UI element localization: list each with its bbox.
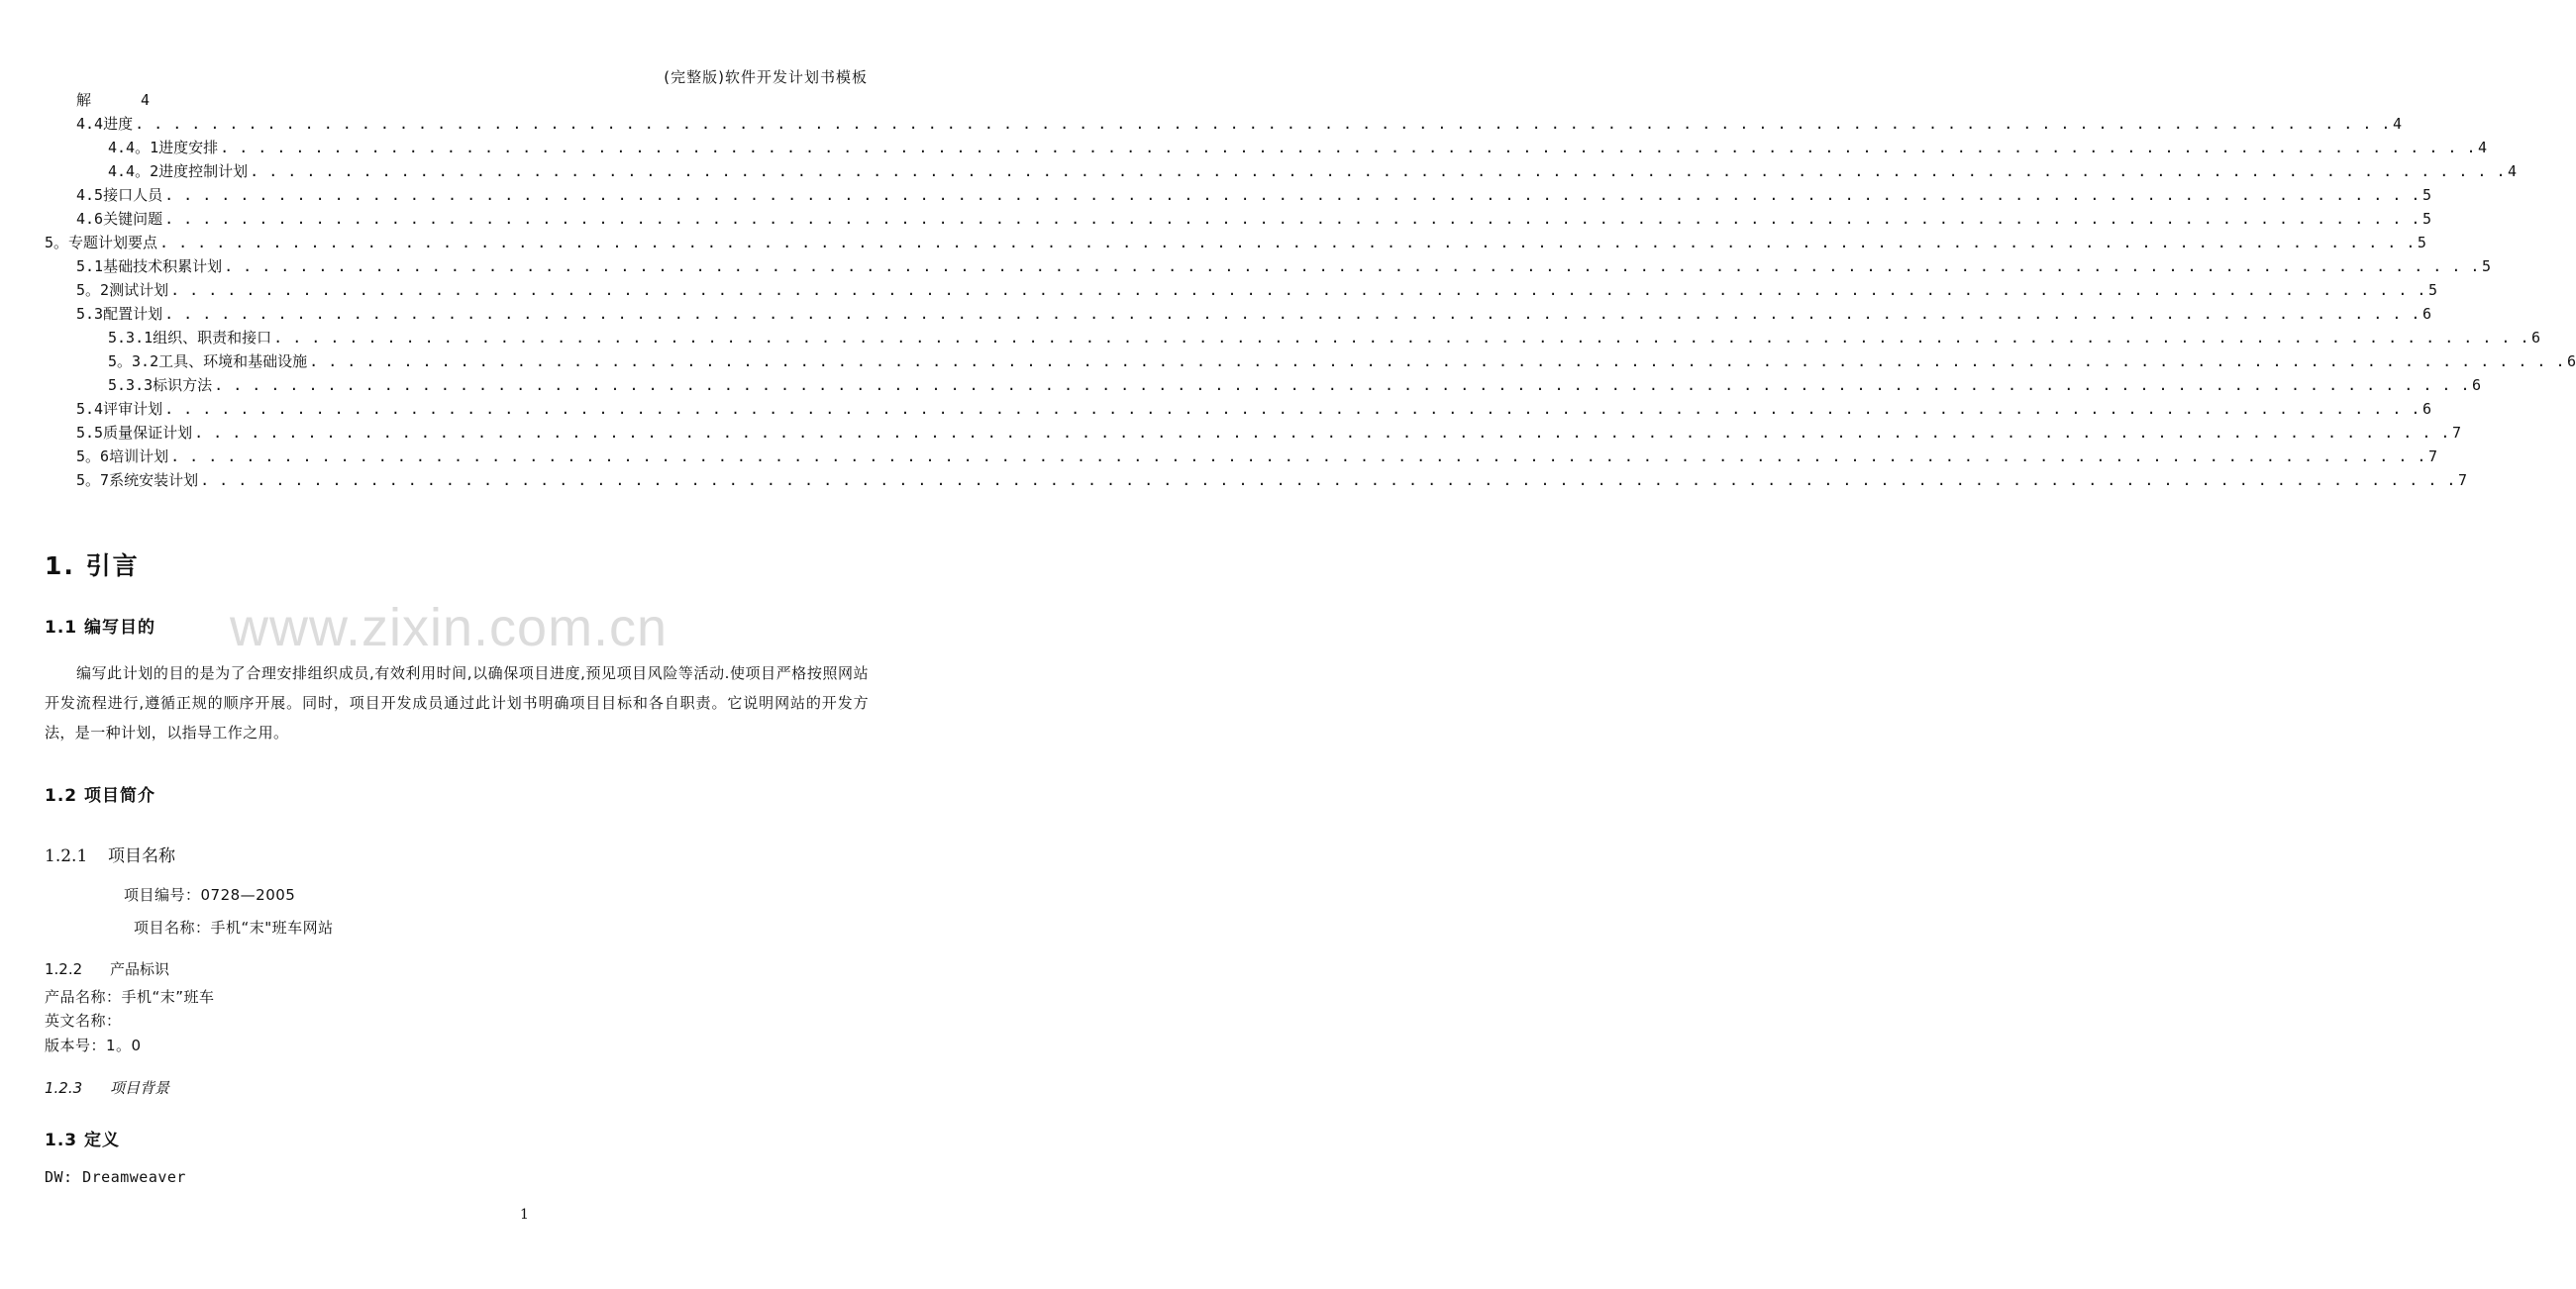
toc-entry-page: 5	[2421, 210, 2431, 228]
toc-leader-dots: . . . . . . . . . . . . . . . . . . . . . . . . . . . . . . . . . . . . . . . . . . . . . . . . . . . . . . . . . . . . . . . . . . . . . . . . . . . . . . . . . . . . . . . . . . . . . . . . . . . . . . . . . . . . . . . . . . . . . . . .	[164, 186, 2421, 204]
toc-leader-dots: . . . . . . . . . . . . . . . . . . . . . . . . . . . . . . . . . . . . . . . . . . . . . . . . . . . . . . . . . . . . . . . . . . . . . . . . . . . . . . . . . . . . . . . . . . . . . . . . . . . . . . . . . . . . . . . . . . . . . . . .	[224, 257, 2480, 275]
toc-entry-number: 5.5	[76, 424, 104, 442]
toc-entry-number: 4.5	[76, 186, 104, 204]
toc-entry-number: 4.4。1	[108, 139, 159, 156]
toc-entry-label: 测试计划	[109, 281, 169, 299]
toc-entry-label: 关键问题	[103, 210, 163, 228]
toc-entry-number: 5.1	[76, 257, 104, 275]
toc-entry-page: 7	[2457, 471, 2467, 489]
toc-entry-label: 质量保证计划	[103, 424, 193, 442]
toc-entry-label: 进度	[103, 115, 134, 133]
toc-entry-page: 4	[140, 91, 150, 109]
toc-leader-dots: . . . . . . . . . . . . . . . . . . . . . . . . . . . . . . . . . . . . . . . . . . . . . . . . . . . . . . . . . . . . . . . . . . . . . . . . . . . . . . . . . . . . . . . . . . . . . . . . . . . . . . . . . . . . . . . . . . . . . . . .	[220, 139, 2476, 156]
toc-leader-dots: . . . . . . . . . . . . . . . . . . . . . . . . . . . . . . . . . . . . . . . . . . . . . . . . . . . . . . . . . . . . . . . . . . . . . . . . . . . . . . . . . . . . . . . . . . . . . . . . . . . . . . . . . . . . . . . . . . . . . . . .	[164, 210, 2421, 228]
toc-leader-dots: . . . . . . . . . . . . . . . . . . . . . . . . . . . . . . . . . . . . . . . . . . . . . . . . . . . . . . . . . . . . . . . . . . . . . . . . . . . . . . . . . . . . . . . . . . . . . . . . . . . . . . . . . . . . . . . . . . . . . . . .	[194, 424, 2450, 442]
section-1-1-paragraph: 编写此计划的目的是为了合理安排组织成员,有效利用时间,以确保项目进度,预见项目风险等活动.使项目严格按照网站开发流程进行,遵循正规的顺序开展。同时，项目开发成员通过此计划书明确项目目标和各自职责。它说明网站的开发方法，是一种计划，以指导工作之用。	[45, 664, 869, 742]
toc-entry-page: 5	[2421, 186, 2431, 204]
toc-leader-dots: . . . . . . . . . . . . . . . . . . . . . . . . . . . . . . . . . . . . . . . . . . . . . . . . . . . . . . . . . . . . . . . . . . . . . . . . . . . . . . . . . . . . . . . . . . . . . . . . . . . . . . . . . . . . . . . . . . . . . . . .	[250, 162, 2506, 180]
toc-entry[interactable]	[76, 205, 2431, 229]
toc-entry-page: 4	[2478, 139, 2488, 156]
toc-entry-number: 5。3.2	[108, 352, 159, 370]
toc-entry-label: 专题计划要点	[68, 234, 158, 251]
toc-entry[interactable]	[108, 157, 2518, 181]
toc-entry-number: 5。6	[76, 447, 110, 465]
page-header-title: (完整版)软件开发计划书模板	[664, 68, 868, 86]
toc-entry-page: 5	[2427, 281, 2437, 299]
section-1-heading: 1. 引言	[45, 551, 140, 580]
toc-entry-label: 进度安排	[158, 139, 219, 156]
toc-entry[interactable]	[76, 181, 2431, 205]
toc-entry-number: 4.4	[76, 115, 104, 133]
toc-entry-label: 配置计划	[103, 305, 163, 323]
toc-entry-label: 基础技术积累计划	[103, 257, 223, 275]
toc-entry-page: 5	[2481, 257, 2491, 275]
version-number: 版本号：1。0	[45, 1037, 142, 1054]
toc-leader-dots: . . . . . . . . . . . . . . . . . . . . . . . . . . . . . . . . . . . . . . . . . . . . . . . . . . . . . . . . . . . . . . . . . . . . . . . . . . . . . . . . . . . . . . . . . . . . . . . . . . . . . . . . . . . . . . . . . . . . . . . .	[309, 352, 2565, 370]
project-code: 项目编号：0728—2005	[124, 886, 296, 904]
toc-leader-dots: . . . . . . . . . . . . . . . . . . . . . . . . . . . . . . . . . . . . . . . . . . . . . . . . . . . . . . . . . . . . . . . . . . . . . . . . . . . . . . . . . . . . . . . . . . . . . . . . . . . . . . . . . . . . . . . . . . . . . . . .	[135, 115, 2391, 133]
toc-entry[interactable]	[108, 134, 2488, 157]
toc-leader-dots: . . . . . . . . . . . . . . . . . . . . . . . . . . . . . . . . . . . . . . . . . . . . . . . . . . . . . . . . . . . . . . . . . . . . . . . . . . . . . . . . . . . . . . . . . . . . . . . . . . . . . . . . . . . . . . . . . . . . . . . .	[170, 447, 2426, 465]
section-1-2-3-number: 1.2.3	[45, 1079, 83, 1097]
toc-leader-dots: . . . . . . . . . . . . . . . . . . . . . . . . . . . . . . . . . . . . . . . . . . . . . . . . . . . . . . . . . . . . . . . . . . . . . . . . . . . . . . . . . . . . . . . . . . . . . . . . . . . . . . . . . . . . . . . . . . . . . . . .	[200, 471, 2456, 489]
toc-entry-page: 5	[2417, 234, 2426, 251]
section-1-2-1-title: 项目名称	[108, 846, 175, 866]
section-1-2-2-title: 产品标识	[110, 960, 170, 978]
toc-entry-number: 4.4。2	[108, 162, 159, 180]
toc-entry-page: 6	[2421, 305, 2431, 323]
toc-entry-page: 6	[2567, 352, 2576, 370]
toc-entry[interactable]	[45, 229, 2426, 252]
toc-leader-dots: . . . . . . . . . . . . . . . . . . . . . . . . . . . . . . . . . . . . . . . . . . . . . . . . . . . . . . . . . . . . . . . . . . . . . . . . . . . . . . . . . . . . . . . . . . . . . . . . . . . . . . . . . . . . . . . . . . . . . . . .	[273, 329, 2530, 347]
section-1-2-2-number: 1.2.2	[45, 960, 83, 978]
toc-entry[interactable]	[76, 276, 2437, 300]
toc-leader-dots: . . . . . . . . . . . . . . . . . . . . . . . . . . . . . . . . . . . . . . . . . . . . . . . . . . . . . . . . . . . . . . . . . . . . . . . . . . . . . . . . . . . . . . . . . . . . . . . . . . . . . . . . . . . . . . . . . . . . . . . .	[214, 376, 2471, 394]
toc-entry[interactable]	[76, 419, 2461, 443]
section-1-2-heading: 1.2 项目简介	[45, 786, 156, 806]
toc-entry-number: 5。	[45, 234, 69, 251]
project-name: 项目名称：手机“末"班车网站	[134, 919, 334, 937]
toc-entry[interactable]	[108, 324, 2541, 347]
section-1-2-1-heading	[45, 842, 175, 866]
toc-entry[interactable]	[76, 466, 2467, 490]
toc-entry[interactable]	[76, 252, 2491, 276]
toc-entry-page: 7	[2427, 447, 2437, 465]
product-name: 产品名称：手机“末”班车	[45, 988, 215, 1006]
toc-entry-page: 7	[2451, 424, 2461, 442]
toc-entry[interactable]	[76, 110, 2402, 134]
toc-entry-number: 5.3.1	[108, 329, 154, 347]
toc-entry-page: 6	[2531, 329, 2541, 347]
toc-entry-page: 4	[2508, 162, 2518, 180]
toc-entry-number: 5。2	[76, 281, 110, 299]
section-1-2-1-number: 1.2.1	[45, 846, 88, 866]
toc-entry[interactable]	[108, 347, 2576, 371]
toc-entry-label: 接口人员	[103, 186, 163, 204]
section-1-2-3-title: 项目背景	[110, 1079, 170, 1097]
page-number: 1	[520, 1207, 529, 1223]
toc-leader-dots: . . . . . . . . . . . . . . . . . . . . . . . . . . . . . . . . . . . . . . . . . . . . . . . . . . . . . . . . . . . . . . . . . . . . . . . . . . . . . . . . . . . . . . . . . . . . . . . . . . . . . . . . . . . . . . . . . . . . . . . .	[170, 281, 2426, 299]
toc-entry-page: 6	[2472, 376, 2482, 394]
toc-leader-dots: . . . . . . . . . . . . . . . . . . . . . . . . . . . . . . . . . . . . . . . . . . . . . . . . . . . . . . . . . . . . . . . . . . . . . . . . . . . . . . . . . . . . . . . . . . . . . . . . . . . . . . . . . . . . . . . . . . . . . . . .	[159, 234, 2416, 251]
section-1-2-3-heading	[45, 1077, 169, 1098]
section-1-3-heading: 1.3 定义	[45, 1131, 121, 1150]
toc-entry-page: 6	[2421, 400, 2431, 418]
english-name: 英文名称：	[45, 1012, 122, 1030]
toc-entry-number: 5.4	[76, 400, 104, 418]
toc-entry[interactable]	[108, 371, 2482, 395]
toc-entry-number: 5.3	[76, 305, 104, 323]
toc-entry[interactable]	[76, 300, 2431, 324]
toc-entry-number: 4.6	[76, 210, 104, 228]
section-1-1-heading: 1.1 编写目的	[45, 618, 156, 638]
watermark: www.zixin.com.cn	[230, 598, 669, 657]
toc-entry-number: 解	[76, 91, 92, 109]
section-1-2-2-heading	[45, 958, 169, 979]
toc-entry-label: 系统安装计划	[109, 471, 199, 489]
toc-entry-number: 5。7	[76, 471, 110, 489]
toc-entry[interactable]	[76, 86, 150, 110]
toc-entry-label: 评审计划	[103, 400, 163, 418]
toc-leader-dots: . . . . . . . . . . . . . . . . . . . . . . . . . . . . . . . . . . . . . . . . . . . . . . . . . . . . . . . . . . . . . . . . . . . . . . . . . . . . . . . . . . . . . . . . . . . . . . . . . . . . . . . . . . . . . . . . . . . . . . . .	[164, 400, 2421, 418]
toc-entry-label: 标识方法	[153, 376, 213, 394]
toc-entry[interactable]	[76, 395, 2431, 419]
toc-entry-number: 5.3.3	[108, 376, 154, 394]
toc-entry-label: 培训计划	[109, 447, 169, 465]
toc-entry-label: 进度控制计划	[158, 162, 249, 180]
definition-dw: DW: Dreamweaver	[45, 1168, 186, 1186]
toc-entry-label: 工具、环境和基础设施	[158, 352, 308, 370]
toc-leader-dots: . . . . . . . . . . . . . . . . . . . . . . . . . . . . . . . . . . . . . . . . . . . . . . . . . . . . . . . . . . . . . . . . . . . . . . . . . . . . . . . . . . . . . . . . . . . . . . . . . . . . . . . . . . . . . . . . . . . . . . . .	[164, 305, 2421, 323]
toc-entry-page: 4	[2392, 115, 2402, 133]
toc-entry[interactable]	[76, 443, 2437, 466]
toc-entry-label: 组织、职责和接口	[153, 329, 272, 347]
